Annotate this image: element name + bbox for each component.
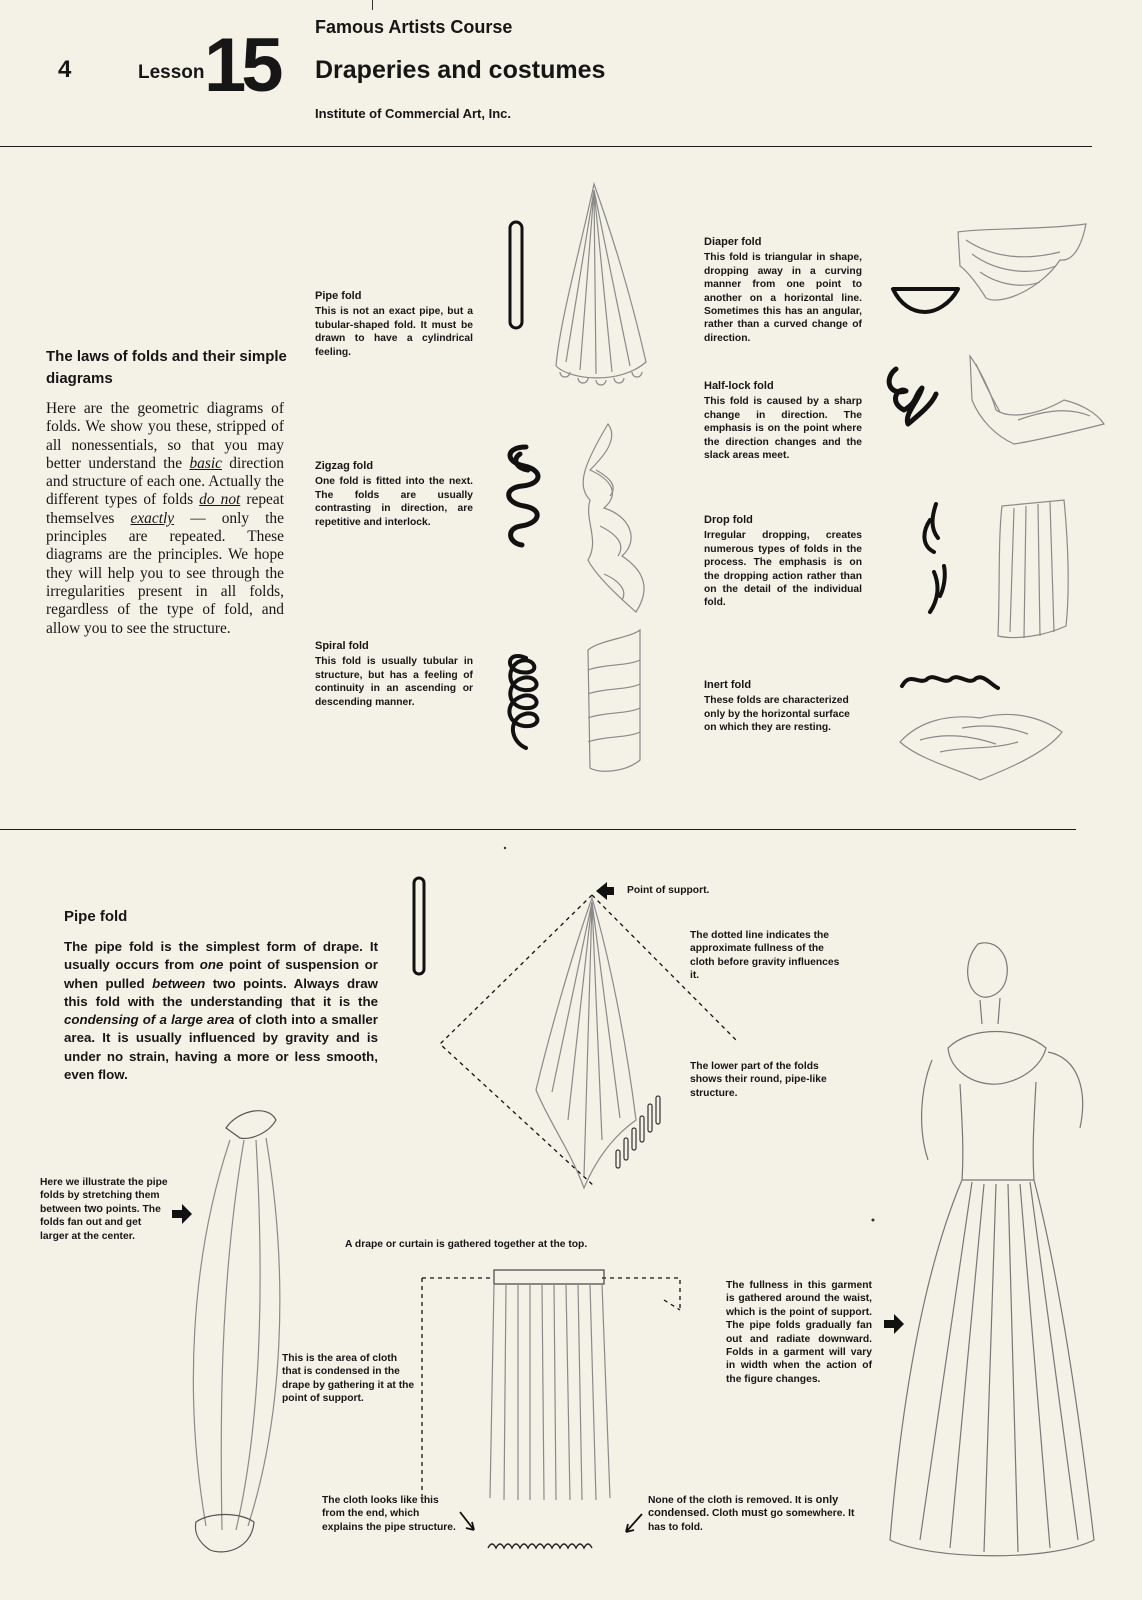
right-arrow-icon xyxy=(884,1314,904,1334)
none-removed-note: None of the cloth is removed. It is only condensed. Cloth must go somewhere. It has to fold. xyxy=(648,1494,855,1533)
lesson-number: 15 xyxy=(204,23,279,108)
zigzag-fold-caption: Zigzag fold One fold is fitted into the next. The folds are usually contrasting in direction, are repetitive and interlock. xyxy=(315,460,473,528)
caption-title: Pipe fold xyxy=(315,290,362,302)
institute-name: Institute of Commercial Art, Inc. xyxy=(315,106,511,121)
caption-title: Zigzag fold xyxy=(315,460,374,472)
condensed-area-note: This is the area of cloth that is condensed in the drape by gathering it at the point of support. xyxy=(282,1353,415,1405)
drop-fold-caption: Drop fold Irregular dropping, creates numerous types of folds in the process. The emphasis is on the dropping action rather than on the detail of the individual fold. xyxy=(704,514,862,609)
curtain-drawing xyxy=(490,1270,610,1500)
pipe-fold-heading: Pipe fold xyxy=(64,908,128,925)
caption-title: Spiral fold xyxy=(315,640,369,652)
garment-note: The fullness in this garment is gathered around the waist, which is the point of support. The pipe folds gradually fan out and radiate downward. Folds in a garment will vary in width when the action of the figure changes. xyxy=(726,1280,872,1385)
do-not-emphasis: do not xyxy=(199,491,241,509)
caption-title: Inert fold xyxy=(704,679,752,691)
curtain-note: A drape or curtain is gathered together at the top. xyxy=(345,1239,588,1250)
diaper-fold-caption: Diaper fold This fold is triangular in shape, dropping away in a curving manner from one point to another on a horizontal line. Sometimes this has an angular, rather than a curved change of direction. xyxy=(704,236,862,344)
left-arrow-icon xyxy=(596,882,614,900)
lesson-label: Lesson xyxy=(138,62,205,83)
basic-emphasis: basic xyxy=(189,454,222,472)
woman-in-gown-drawing xyxy=(890,943,1094,1556)
cloth-end-note: The cloth looks like this from the end, which explains the pipe structure. xyxy=(322,1495,456,1533)
down-left-arrow-icon xyxy=(626,1514,642,1532)
stretch-note: Here we illustrate the pipe folds by stretching them between two points. The folds fan out and get larger at the center. xyxy=(40,1177,168,1242)
page-title: Draperies and costumes xyxy=(315,56,606,84)
dotted-line-note: The dotted line indicates the approximate fullness of the cloth before gravity influences it. xyxy=(690,930,840,982)
intro-text: Here are the geometric diagrams of folds. We show you these, stripped of all nonessentials, so that you may better understand the basic direction and structure of each one. Actually the different types of folds do not repeat themselves exactly — only the principles are repeated. These diagrams are the principles. We hope they will help you to see through the irregularities present in all folds, regardless of the type of fold, and allow you to see the structure. xyxy=(46,400,284,637)
down-right-arrow-icon xyxy=(460,1512,474,1530)
pipe-fold-text: The pipe fold is the simplest form of drape. It usually occurs from one point of suspension or when pulled between two points. Always draw this fold with the understanding that it is the condensing of a large area of cloth into a smaller area. It is usually influenced by gravity and is under no strain, having a more or less smooth, even flow. xyxy=(64,939,378,1083)
spiral-fold-caption: Spiral fold This fold is usually tubular in structure, but has a feeling of continuity in an ascending or descending manner. xyxy=(315,640,473,708)
pipe-diagram-icon xyxy=(414,878,424,974)
hanging-drape-drawing xyxy=(536,898,660,1188)
exactly-emphasis: exactly xyxy=(130,509,175,527)
point-of-support-label: Point of support. xyxy=(627,885,710,896)
stretched-drape-drawing xyxy=(193,1111,279,1552)
pipe-fold-caption: Pipe fold This is not an exact pipe, but a tubular-shaped fold. It must be drawn to have a cylindrical feeling. xyxy=(315,290,473,358)
caption-title: Diaper fold xyxy=(704,236,762,248)
lower-part-note: The lower part of the folds shows their round, pipe-like structure. xyxy=(690,1061,827,1099)
curtain-area-dotted-line xyxy=(422,1278,680,1496)
intro-heading: The laws of folds and their simple diagrams xyxy=(46,348,287,387)
half-lock-fold-caption: Half-lock fold This fold is caused by a sharp change in direction. The emphasis is on the point where the direction changes and the slack areas meet. xyxy=(704,380,862,462)
inert-fold-caption: Inert fold These folds are characterized only by the horizontal surface on which they are resting. xyxy=(704,679,862,735)
right-arrow-icon xyxy=(172,1204,192,1224)
caption-title: Half-lock fold xyxy=(704,380,774,392)
page-number: 4 xyxy=(58,56,72,83)
curtain-end-wave xyxy=(488,1544,592,1548)
caption-title: Drop fold xyxy=(704,514,753,526)
course-name: Famous Artists Course xyxy=(315,17,513,37)
